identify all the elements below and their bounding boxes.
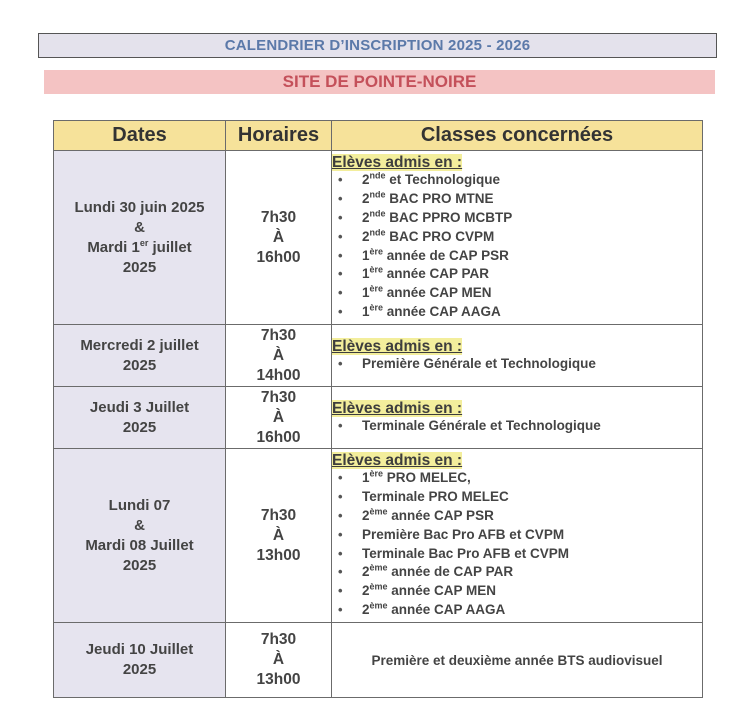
list-item: • Terminale PRO MELEC bbox=[362, 488, 702, 507]
list-item: • 2ème année CAP AAGA bbox=[362, 601, 702, 620]
admis-label: Elèves admis en : bbox=[332, 154, 463, 172]
list-item: • Terminale Bac Pro AFB et CVPM bbox=[362, 545, 702, 564]
hours-cell: 7h30 À 13h00 bbox=[226, 623, 332, 698]
date-cell: Jeudi 3 Juillet 2025 bbox=[54, 387, 226, 449]
calendar-title: CALENDRIER D’INSCRIPTION 2025 - 2026 bbox=[38, 33, 717, 58]
list-item: • 2nde BAC PPRO MCBTP bbox=[362, 209, 702, 228]
date-cell: Jeudi 10 Juillet 2025 bbox=[54, 623, 226, 698]
class-list bbox=[332, 355, 702, 374]
date-cell: Lundi 30 juin 2025 & Mardi 1er juillet 2025 bbox=[54, 151, 226, 325]
list-item: • 1ère année CAP PAR bbox=[362, 265, 702, 284]
list-item: • 1ère année CAP AAGA bbox=[362, 303, 702, 322]
date-cell: Mercredi 2 juillet 2025 bbox=[54, 325, 226, 387]
schedule-table bbox=[53, 120, 703, 698]
list-item: • 2nde BAC PRO CVPM bbox=[362, 228, 702, 247]
hours-cell: 7h30 À 13h00 bbox=[226, 449, 332, 623]
list-item: • Première Bac Pro AFB et CVPM bbox=[362, 526, 702, 545]
classes-cell bbox=[332, 151, 703, 325]
classes-cell bbox=[332, 387, 703, 449]
table-row bbox=[54, 387, 703, 449]
admis-label: Elèves admis en : bbox=[332, 452, 463, 470]
list-item: • 2ème année CAP MEN bbox=[362, 582, 702, 601]
class-list bbox=[332, 417, 702, 436]
hours-cell: 7h30 À 16h00 bbox=[226, 387, 332, 449]
table-row bbox=[54, 325, 703, 387]
list-item: • 2nde BAC PRO MTNE bbox=[362, 190, 702, 209]
classes-cell bbox=[332, 325, 703, 387]
table-row bbox=[54, 449, 703, 623]
list-item: • 2nde et Technologique bbox=[362, 171, 702, 190]
classes-cell bbox=[332, 449, 703, 623]
class-list bbox=[332, 171, 702, 321]
admis-label: Elèves admis en : bbox=[332, 400, 463, 418]
site-title: SITE DE POINTE-NOIRE bbox=[44, 70, 715, 94]
table-row bbox=[54, 623, 703, 698]
header-classes: Classes concernées bbox=[332, 121, 703, 151]
classes-cell: Première et deuxième année BTS audiovisuel bbox=[332, 623, 703, 698]
list-item: • 2ème année CAP PSR bbox=[362, 507, 702, 526]
list-item: • 1ère PRO MELEC, bbox=[362, 469, 702, 488]
list-item: • 2ème année de CAP PAR bbox=[362, 563, 702, 582]
list-item: • 1ère année de CAP PSR bbox=[362, 247, 702, 266]
admis-label: Elèves admis en : bbox=[332, 338, 463, 356]
date-cell: Lundi 07 & Mardi 08 Juillet 2025 bbox=[54, 449, 226, 623]
class-list bbox=[332, 469, 702, 619]
hours-cell: 7h30 À 16h00 bbox=[226, 151, 332, 325]
list-item: • Première Générale et Technologique bbox=[362, 355, 702, 374]
header-row bbox=[54, 121, 703, 151]
header-hours: Horaires bbox=[226, 121, 332, 151]
table-row bbox=[54, 151, 703, 325]
list-item: • Terminale Générale et Technologique bbox=[362, 417, 702, 436]
list-item: • 1ère année CAP MEN bbox=[362, 284, 702, 303]
header-dates: Dates bbox=[54, 121, 226, 151]
hours-cell: 7h30 À 14h00 bbox=[226, 325, 332, 387]
